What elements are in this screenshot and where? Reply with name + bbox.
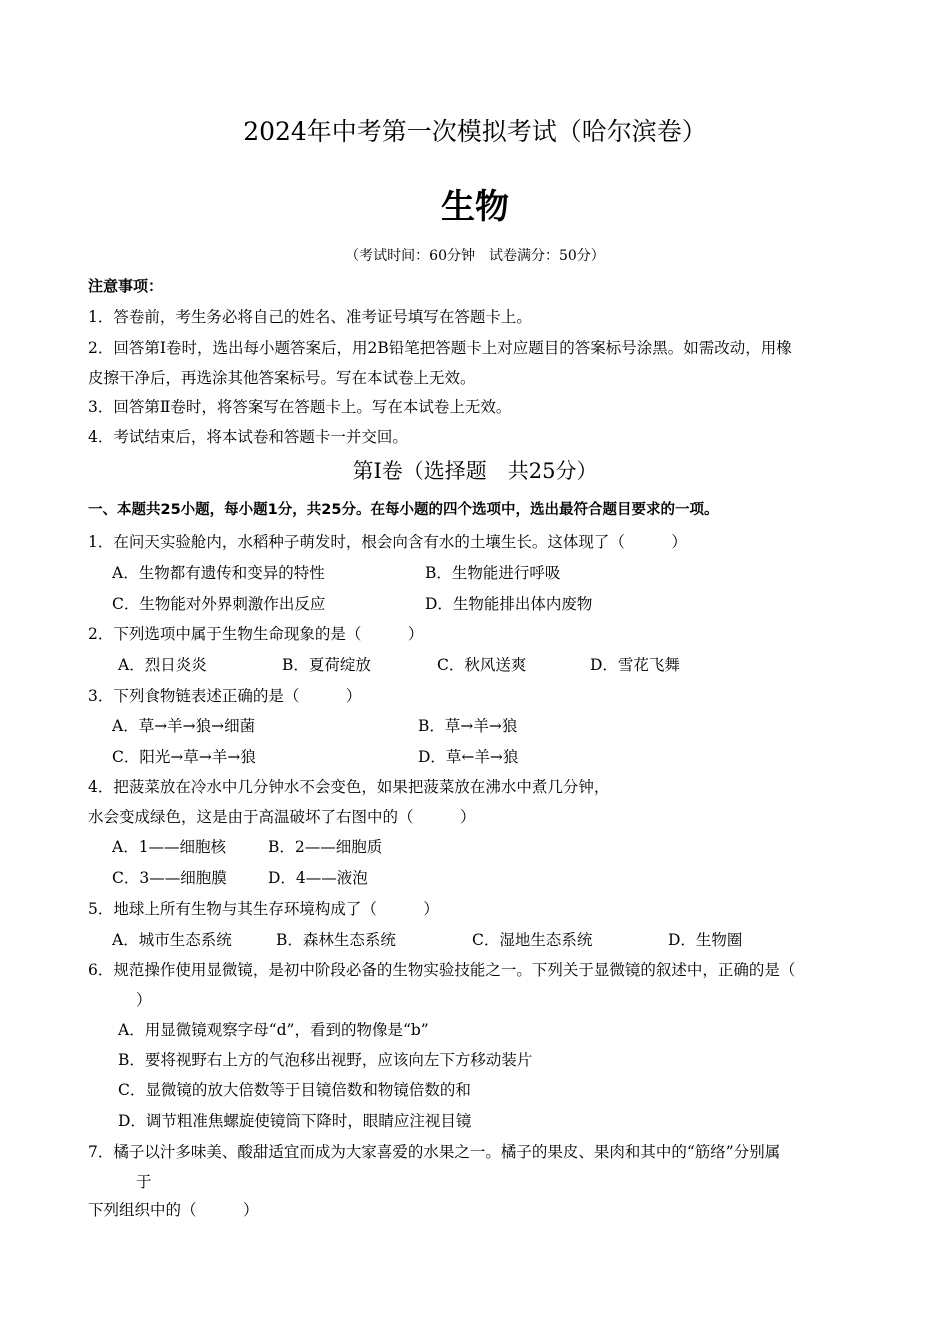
- question-stem: 3．下列食物链表述正确的是（ ）: [88, 687, 362, 705]
- option: C．3——细胞膜: [112, 869, 227, 887]
- notice-item: 皮擦干净后，再选涂其他答案标号。写在本试卷上无效。: [88, 369, 476, 387]
- option: A．城市生态系统: [112, 931, 232, 949]
- notice-item: 4．考试结束后，将本试卷和答题卡一并交回。: [88, 428, 408, 446]
- question-stem: 6．规范操作使用显微镜，是初中阶段必备的生物实验技能之一。下列关于显微镜的叙述中，正确的是（: [88, 961, 796, 979]
- option: C．秋风送爽: [437, 656, 527, 674]
- question-stem: 4．把菠菜放在冷水中几分钟水不会变色，如果把菠菜放在沸水中煮几分钟，: [88, 778, 610, 796]
- option: D．生物能排出体内废物: [425, 595, 593, 613]
- option: C．生物能对外界刺激作出反应: [112, 595, 326, 613]
- option: D．雪花飞舞: [590, 656, 680, 674]
- option: D．生物圈: [668, 931, 743, 949]
- option: A．1——细胞核: [112, 838, 227, 856]
- question-stem: 1．在问天实验舱内，水稻种子萌发时，根会向含有水的土壤生长。这体现了（ ）: [88, 533, 687, 551]
- notice-item: 3．回答第Ⅱ卷时，将答案写在答题卡上。写在本试卷上无效。: [88, 398, 512, 416]
- notice-item: 1．答卷前，考生务必将自己的姓名、准考证号填写在答题卡上。: [88, 308, 532, 326]
- question-stem: 下列组织中的（ ）: [88, 1201, 259, 1219]
- exam-title: 2024年中考第一次模拟考试（哈尔滨卷）: [243, 117, 707, 146]
- option: A．生物都有遗传和变异的特性: [112, 564, 325, 582]
- option: C．显微镜的放大倍数等于目镜倍数和物镜倍数的和: [118, 1081, 471, 1099]
- question-stem: ）: [136, 991, 152, 1009]
- option: C．湿地生态系统: [472, 931, 593, 949]
- option: A．烈日炎炎: [118, 656, 207, 674]
- subject-title: 生物: [441, 187, 509, 227]
- notice-item: 2．回答第Ⅰ卷时，选出每小题答案后，用2B铅笔把答题卡上对应题目的答案标号涂黑。如需改动，用橡: [88, 339, 792, 357]
- option: B．夏荷绽放: [282, 656, 371, 674]
- part-instructions: 一、本题共25小题，每小题1分，共25分。在每小题的四个选项中，选出最符合题目要求的一项。: [88, 502, 719, 518]
- option: D．调节粗准焦螺旋使镜筒下降时，眼睛应注视目镜: [118, 1112, 472, 1130]
- question-stem: 水会变成绿色，这是由于高温破坏了右图中的（ ）: [88, 808, 476, 826]
- notice-title: 注意事项：: [88, 277, 164, 295]
- option: C．阳光→草→羊→狼: [112, 748, 256, 766]
- option: B．草→羊→狼: [418, 717, 518, 735]
- question-stem: 2．下列选项中属于生物生命现象的是（ ）: [88, 625, 424, 643]
- question-stem: 于: [136, 1173, 152, 1191]
- section-title: 第Ⅰ卷（选择题 共25分）: [352, 459, 598, 483]
- option: B．生物能进行呼吸: [425, 564, 561, 582]
- question-stem: 5．地球上所有生物与其生存环境构成了（ ）: [88, 900, 439, 918]
- option: B．要将视野右上方的气泡移出视野，应该向左下方移动装片: [118, 1051, 533, 1069]
- option: D．草←羊→狼: [418, 748, 519, 766]
- option: A．草→羊→狼→细菌: [112, 717, 256, 735]
- exam-meta: （考试时间：60分钟 试卷满分：50分）: [345, 248, 605, 264]
- question-stem: 7．橘子以汁多味美、酸甜适宜而成为大家喜爱的水果之一。橘子的果皮、果肉和其中的“筋络”分别属: [88, 1143, 781, 1161]
- option: A．用显微镜观察字母“d”，看到的物像是“b”: [118, 1021, 429, 1039]
- option: B．2——细胞质: [268, 838, 383, 856]
- option: B．森林生态系统: [276, 931, 396, 949]
- option: D．4——液泡: [268, 869, 368, 887]
